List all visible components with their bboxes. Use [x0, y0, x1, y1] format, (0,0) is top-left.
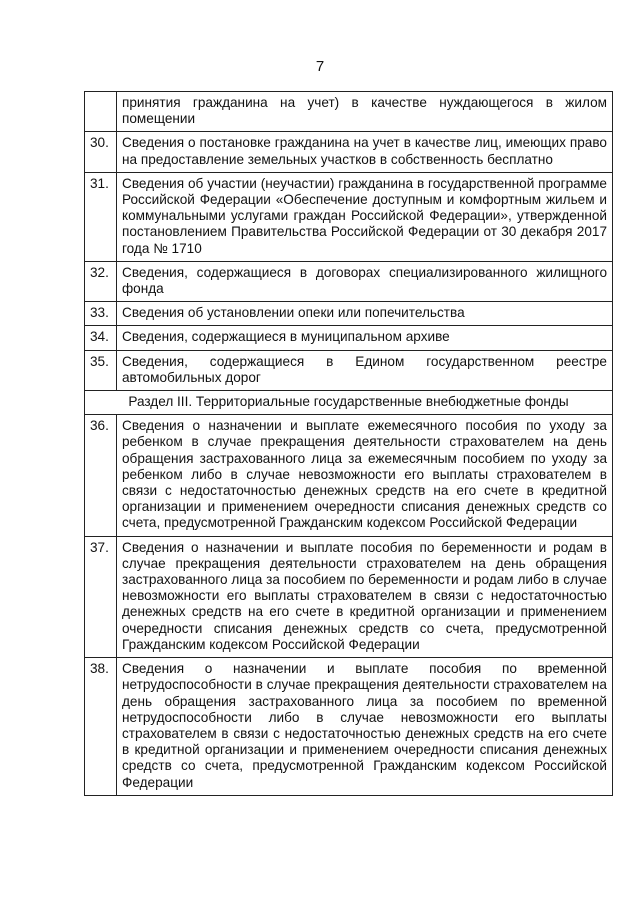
table-row — [85, 92, 613, 132]
row-number: 36. — [85, 415, 117, 536]
row-text: Сведения о постановке гражданина на учет в качестве лиц, имеющих право на предоставление земельных участков в собственность бесплатно — [117, 132, 613, 172]
row-number: 31. — [85, 172, 117, 261]
section-heading: Раздел III. Территориальные государственные внебюджетные фонды — [85, 391, 613, 415]
section-heading-row — [85, 391, 613, 415]
table-row — [85, 172, 613, 261]
row-text: принятия гражданина на учет) в качестве нуждающегося в жилом помещении — [117, 92, 613, 132]
row-number: 32. — [85, 261, 117, 301]
row-number: 34. — [85, 326, 117, 350]
row-number: 33. — [85, 302, 117, 326]
row-text: Сведения о назначении и выплате пособия по временной нетрудоспособности в случае прекращения деятельности страхователем на день обращения застрахованного лица за пособием по временной нетрудоспособности либо в случае невозможности его выплаты страхователем в связи с недостаточностью денежных средств на его счете в кредитной организации и применением очередности списания денежных средств со счета, предусмотренной Гражданским кодексом Российской Федерации — [117, 658, 613, 796]
row-text: Сведения о назначении и выплате ежемесячного пособия по уходу за ребенком в случае прекращения деятельности страхователем на день обращения застрахованного лица за ежемесячным пособием по уходу за ребенком либо в случае невозможности его выплаты страхователем в связи с недостаточностью денежных средств на его счете в кредитной организации и применением очередности списания денежных средств со счета, предусмотренной Гражданским кодексом Российской Федерации — [117, 415, 613, 536]
row-number: 35. — [85, 350, 117, 390]
row-text: Сведения о назначении и выплате пособия по беременности и родам в случае прекращения деятельности страхователем на день обращения застрахованного лица за пособием по беременности и родам либо в случае невозможности его выплаты страхователем в связи с недостаточностью денежных средств на его счете в кредитной организации и применением очередности списания денежных средств со счета, предусмотренной Гражданским кодексом Российской Федерации — [117, 536, 613, 657]
row-text: Сведения, содержащиеся в договорах специализированного жилищного фонда — [117, 261, 613, 301]
row-number: 30. — [85, 132, 117, 172]
table-row — [85, 132, 613, 172]
table-row — [85, 350, 613, 390]
row-number: 37. — [85, 536, 117, 657]
row-text: Сведения, содержащиеся в муниципальном архиве — [117, 326, 613, 350]
table-row — [85, 326, 613, 350]
page-number: 7 — [315, 58, 325, 75]
row-text: Сведения, содержащиеся в Едином государственном реестре автомобильных дорог — [117, 350, 613, 390]
table-row — [85, 261, 613, 301]
document-table — [84, 91, 613, 796]
row-number — [85, 92, 117, 132]
table-row — [85, 415, 613, 536]
row-text: Сведения об участии (неучастии) гражданина в государственной программе Российской Федерации «Обеспечение доступным и комфортным жильем и коммунальными услугами граждан Российской Федерации», утвержденной постановлением Правительства Российской Федерации от 30 декабря 2017 года № 1710 — [117, 172, 613, 261]
table-row — [85, 536, 613, 657]
row-text: Сведения об установлении опеки или попечительства — [117, 302, 613, 326]
table-row — [85, 302, 613, 326]
row-number: 38. — [85, 658, 117, 796]
table-row — [85, 658, 613, 796]
